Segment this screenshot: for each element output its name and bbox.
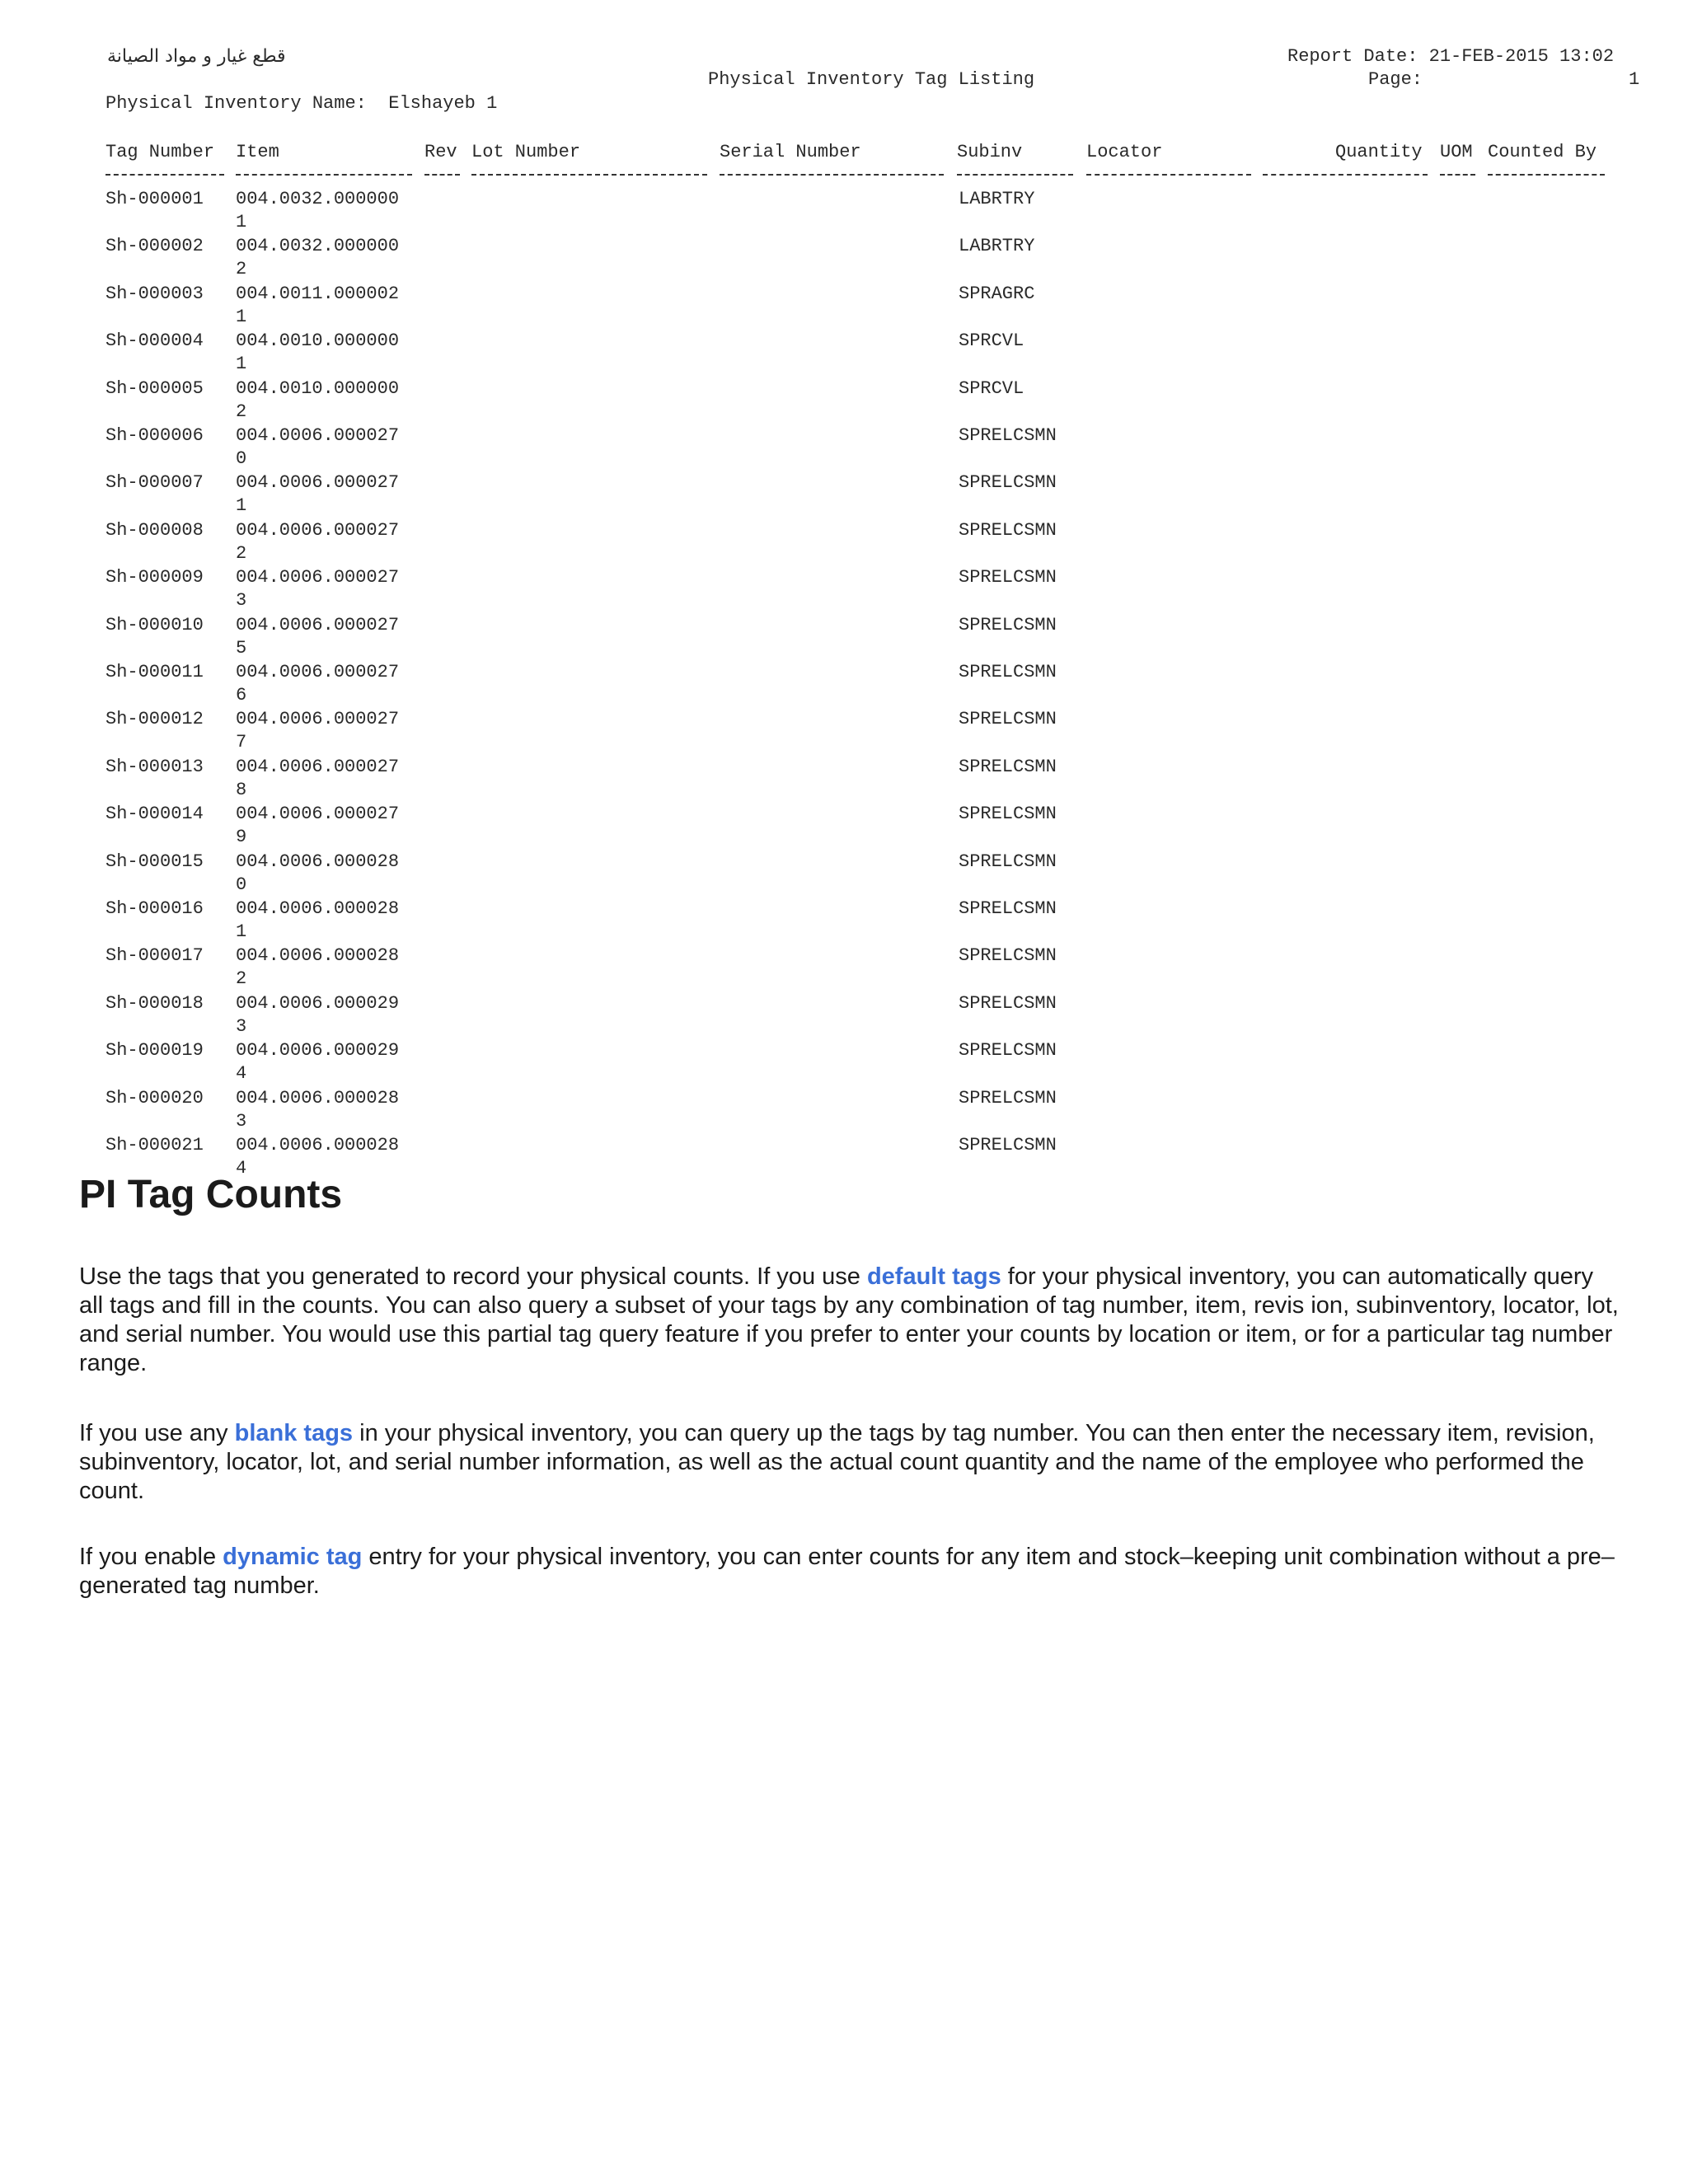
tag-number-cell: Sh-000016	[106, 898, 204, 919]
item-cell-continued: 5	[236, 637, 247, 658]
subinv-cell: SPRELCSMN	[959, 756, 1057, 777]
subinv-cell: SPRCVL	[959, 330, 1025, 352]
tag-number-cell: Sh-000006	[106, 425, 204, 446]
item-cell: 004.0006.000027	[236, 756, 400, 777]
header-rule	[424, 174, 460, 176]
table-row	[0, 708, 1688, 756]
report-date: Report Date: 21-FEB-2015 13:02	[1287, 46, 1615, 67]
table-row	[0, 661, 1688, 709]
keyword-default-tags: default tags	[866, 1263, 1001, 1290]
col-uom: UOM	[1440, 142, 1473, 162]
tag-number-cell: Sh-000005	[106, 377, 204, 399]
item-cell: 004.0006.000028	[236, 945, 400, 967]
header-rule	[236, 174, 412, 176]
col-subinv: Subinv	[957, 142, 1023, 162]
subinv-cell: SPRELCSMN	[959, 709, 1057, 730]
item-cell: 004.0006.000028	[236, 898, 400, 919]
tag-number-cell: Sh-000010	[106, 614, 204, 635]
report-title: Physical Inventory Tag Listing	[708, 69, 1035, 90]
table-row	[0, 944, 1688, 992]
item-cell: 004.0010.000000	[236, 377, 400, 399]
item-cell-continued: 1	[236, 212, 247, 232]
tag-number-cell: Sh-000004	[106, 330, 204, 352]
item-cell: 004.0006.000027	[236, 709, 400, 730]
col-serial-number: Serial Number	[720, 142, 861, 162]
paragraph-text: in your physical inventory, you can query up the tags by tag number. You can then enter the necessary item, revision, subinventory, locator, lot, and serial number information, as well as the actual count quantity and the name of the employee who performed the count.	[79, 1420, 1595, 1504]
header-rule	[1440, 174, 1475, 176]
section-heading: PI Tag Counts	[79, 1173, 343, 1216]
item-cell-continued: 1	[236, 921, 247, 942]
item-cell-continued: 4	[236, 1158, 247, 1179]
header-rule	[1263, 174, 1428, 176]
subinv-cell: SPRELCSMN	[959, 472, 1057, 494]
table-row	[0, 519, 1688, 567]
paragraph-text: If you enable	[79, 1544, 223, 1570]
item-cell: 004.0006.000027	[236, 567, 400, 588]
paragraph-text: If you use any	[79, 1420, 235, 1446]
item-cell: 004.0006.000027	[236, 804, 400, 825]
paragraph-text: for your physical inventory, you can automatically query all tags and fill in the counts. You can also query a subset of your tags by any combination of tag number, item, revis ion, subinventory, locator, lot, and serial number. You would use this partial tag query feature if you prefer to enter your counts by location or item, or for a particular tag number range.	[79, 1263, 1619, 1376]
item-cell: 004.0006.000027	[236, 519, 400, 541]
paragraph-text: entry for your physical inventory, you can enter counts for any item and stock–keeping unit combination without a pre–generated tag number.	[79, 1544, 1615, 1599]
col-counted-by: Counted By	[1488, 142, 1597, 162]
subinv-cell: SPRELCSMN	[959, 898, 1057, 919]
subinv-cell: SPRELCSMN	[959, 662, 1057, 682]
tag-number-cell: Sh-000017	[106, 945, 204, 967]
tag-number-cell: Sh-000002	[106, 236, 204, 257]
table-row	[0, 283, 1688, 330]
tag-number-cell: Sh-000013	[106, 756, 204, 777]
tag-number-cell: Sh-000007	[106, 472, 204, 494]
table-row	[0, 614, 1688, 662]
item-cell-continued: 0	[236, 874, 247, 895]
tag-number-cell: Sh-000001	[106, 189, 204, 209]
tag-number-cell: Sh-000014	[106, 804, 204, 825]
keyword-dynamic-tag: dynamic tag	[223, 1544, 363, 1570]
table-row	[0, 1087, 1688, 1135]
item-cell: 004.0006.000029	[236, 992, 400, 1014]
subinv-cell: LABRTRY	[959, 236, 1035, 257]
item-cell-continued: 0	[236, 448, 247, 469]
header-rule	[720, 174, 944, 176]
tag-number-cell: Sh-000009	[106, 567, 204, 588]
paragraph-default-tags	[79, 1263, 1620, 1378]
item-cell-continued: 6	[236, 685, 247, 705]
item-cell: 004.0006.000028	[236, 1087, 400, 1108]
subinv-cell: SPRELCSMN	[959, 1040, 1057, 1062]
tag-number-cell: Sh-000003	[106, 283, 204, 304]
item-cell-continued: 2	[236, 542, 247, 564]
subinv-cell: SPRELCSMN	[959, 804, 1057, 825]
item-cell-continued: 3	[236, 590, 247, 612]
table-row	[0, 235, 1688, 283]
item-cell-continued: 3	[236, 1110, 247, 1132]
header-rule	[1086, 174, 1251, 176]
item-cell: 004.0006.000029	[236, 1040, 400, 1062]
item-cell-continued: 1	[236, 495, 247, 517]
header-rule	[957, 174, 1073, 176]
paragraph-blank-tags	[79, 1419, 1620, 1506]
tag-number-cell: Sh-000015	[106, 851, 204, 872]
subinv-cell: SPRELCSMN	[959, 425, 1057, 446]
item-cell: 004.0006.000028	[236, 1135, 400, 1155]
tag-number-cell: Sh-000012	[106, 709, 204, 730]
item-cell-continued: 1	[236, 354, 247, 375]
report-arabic-title: قطع غيار و مواد الصيانة	[107, 46, 286, 67]
item-cell: 004.0032.000000	[236, 189, 400, 209]
paragraph-dynamic-tag	[79, 1543, 1620, 1601]
tag-number-cell: Sh-000008	[106, 519, 204, 541]
item-cell: 004.0010.000000	[236, 330, 400, 352]
paragraph-text: Use the tags that you generated to record your physical counts. If you use	[79, 1263, 867, 1290]
table-row	[0, 756, 1688, 804]
inventory-name: Physical Inventory Name: Elshayeb 1	[106, 93, 498, 114]
col-rev: Rev	[424, 142, 457, 162]
table-row	[0, 803, 1688, 851]
item-cell-continued: 9	[236, 827, 247, 848]
table-row	[0, 424, 1688, 472]
col-tag-number: Tag Number	[106, 142, 215, 162]
table-row	[0, 992, 1688, 1040]
item-cell-continued: 2	[236, 968, 247, 990]
subinv-cell: SPRELCSMN	[959, 519, 1057, 541]
table-row	[0, 898, 1688, 945]
item-cell-continued: 7	[236, 732, 247, 753]
table-row	[0, 851, 1688, 898]
table-row	[0, 566, 1688, 614]
subinv-cell: SPRELCSMN	[959, 992, 1057, 1014]
item-cell: 004.0011.000002	[236, 283, 400, 304]
subinv-cell: SPRELCSMN	[959, 567, 1057, 588]
table-row	[0, 188, 1688, 236]
col-locator: Locator	[1086, 142, 1163, 162]
article	[79, 1170, 1620, 1599]
subinv-cell: LABRTRY	[959, 189, 1035, 209]
table-row	[0, 330, 1688, 377]
item-cell-continued: 2	[236, 259, 247, 280]
header-rule	[106, 174, 224, 176]
subinv-cell: SPRELCSMN	[959, 1135, 1057, 1155]
subinv-cell: SPRCVL	[959, 377, 1025, 399]
subinv-cell: SPRELCSMN	[959, 614, 1057, 635]
header-rule	[471, 174, 707, 176]
item-cell: 004.0032.000000	[236, 236, 400, 257]
item-cell-continued: 3	[236, 1015, 247, 1037]
tag-number-cell: Sh-000019	[106, 1040, 204, 1062]
col-lot-number: Lot Number	[471, 142, 581, 162]
keyword-blank-tags: blank tags	[234, 1420, 354, 1446]
table-row	[0, 377, 1688, 425]
subinv-cell: SPRELCSMN	[959, 851, 1057, 872]
item-cell-continued: 8	[236, 779, 247, 800]
item-cell: 004.0006.000027	[236, 662, 400, 682]
page-number: 1	[1629, 69, 1640, 90]
col-quantity: Quantity	[1335, 142, 1423, 162]
item-cell: 004.0006.000027	[236, 425, 400, 446]
tag-number-cell: Sh-000020	[106, 1087, 204, 1108]
tag-number-cell: Sh-000011	[106, 662, 204, 682]
item-cell: 004.0006.000027	[236, 614, 400, 635]
item-cell-continued: 2	[236, 401, 247, 422]
table-row	[0, 471, 1688, 519]
item-cell: 004.0006.000028	[236, 851, 400, 872]
tag-number-cell: Sh-000021	[106, 1135, 204, 1155]
subinv-cell: SPRELCSMN	[959, 1087, 1057, 1108]
item-cell: 004.0006.000027	[236, 472, 400, 494]
item-cell-continued: 1	[236, 306, 247, 327]
item-cell-continued: 4	[236, 1063, 247, 1085]
page-label: Page:	[1368, 69, 1423, 90]
header-rule	[1488, 174, 1605, 176]
tag-number-cell: Sh-000018	[106, 992, 204, 1014]
subinv-cell: SPRELCSMN	[959, 945, 1057, 967]
subinv-cell: SPRAGRC	[959, 283, 1035, 304]
col-item: Item	[236, 142, 279, 162]
table-row	[0, 1039, 1688, 1087]
